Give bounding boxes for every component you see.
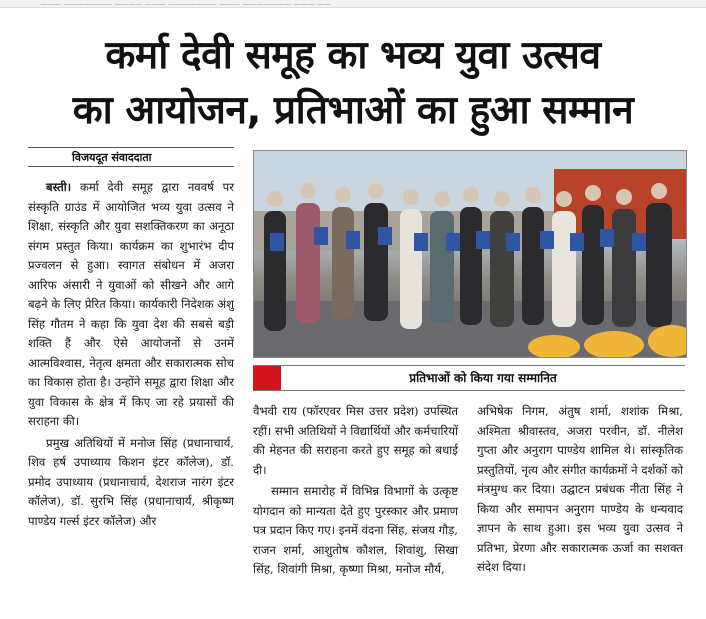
paragraph-text: कर्मा देवी समूह द्वारा नववर्ष पर संस्कृति ग्राउंड में आयोजित भव्य युवा उत्सव ने शिक्षा, संस्कृति और युवा सशक्तिकरण का अनूठा संगम प्रस्तुत किया। कार्यक्रम का शुभारंभ दीप प्रज्वलन से हुआ। स्वागत संबोधन में अजरा आरिफ अंसारी ने युवाओं को सीखने और आगे बढ़ने के लिए प्रेरित किया। कार्यकारी निदेशक अंशु सिंह गौतम ने कहा कि युवा देश की सबसे बड़ी शक्ति हैं और ऐसे आयोजनों से उनमें आत्मविश्वास, नेतृत्व क्षमता और सकारात्मक सोच का विकास होता है। उन्होंने समूह द्वारा शिक्षा और युवा विकास के क्षेत्र में किए जा रहे प्रयासों की सराहना की। [28, 180, 235, 428]
group-photo [253, 150, 687, 358]
headline-line-1: कर्मा देवी समूह का भव्य युवा उत्सव [105, 33, 601, 78]
article-column-1 [28, 178, 234, 531]
article-paragraph [28, 178, 234, 432]
previous-article-strip: ——— ——————— ———— ——— ——————— ——— ——————— ——— —— [0, 0, 706, 8]
dateline: बस्ती। [46, 180, 72, 194]
article-paragraph: प्रमुख अतिथियों में मनोज सिंह (प्रधानाचार्य, शिव हर्ष उपाध्याय किशन इंटर कॉलेज), डॉ. प्रमोद उपाध्याय (प्रधानाचार्य, देशराज नारंग इंटर कॉलेज), डॉ. सुरभि सिंह (प्रधानाचार्य, श्रीकृष्ण पाण्डेय गर्ल्स इंटर कॉलेज) और [28, 435, 234, 528]
article-paragraph: अभिषेक निगम, अंतुष शर्मा, शशांक मिश्रा, अश्मिता श्रीवास्तव, अजरा परवीन, डॉ. नीलेश गुप्ता और अनुराग पाण्डेय शामिल थे। सांस्कृतिक प्रस्तुतियों, नृत्य और संगीत कार्यक्रमों ने दर्शकों को मंत्रमुग्ध कर दिया। उद्घाटन प्रबंधक नीता सिंह ने किया और समापन अनुराग पाण्डेय के धन्यवाद ज्ञापन के साथ हुआ। इस भव्य युवा उत्सव ने प्रतिभा, प्रेरणा और सकारात्मक ऊर्जा का सशक्त संदेश दिया। [477, 404, 683, 574]
headline [18, 28, 688, 138]
article-paragraph: सम्मान समारोह में विभिन्न विभागों के उत्कृष्ट योगदान को मान्यता देते हुए पुरस्कार और प्रमाण पत्र प्रदान किए गए। इनमें वंदना सिंह, संजय गौड़, राजन शर्मा, आशुतोष कौशल, शिवांशु, सिखा सिंह, शिवांगी मिश्रा, कृष्णा मिश्रा, मनोज मौर्य, [253, 484, 458, 576]
headline-line-2: का आयोजन, प्रतिभाओं का हुआ सम्मान [72, 88, 634, 133]
group-photo-icon [254, 151, 686, 357]
photo-caption: प्रतिभाओं को किया गया सम्मानित [409, 371, 557, 385]
article-column-2 [253, 402, 458, 580]
article-paragraph: वैभवी राय (फॉरएवर मिस उत्तर प्रदेश) उपस्थित रहीं। सभी अतिथियों ने विद्यार्थियों और कर्मचारियों की मेहनत की सराहना करते हुए समूह को बधाई दी। [253, 404, 458, 477]
photo-caption-bar [253, 365, 685, 391]
article-column-3 [477, 402, 683, 578]
byline: विजयदूत संवाददाता [28, 147, 234, 167]
